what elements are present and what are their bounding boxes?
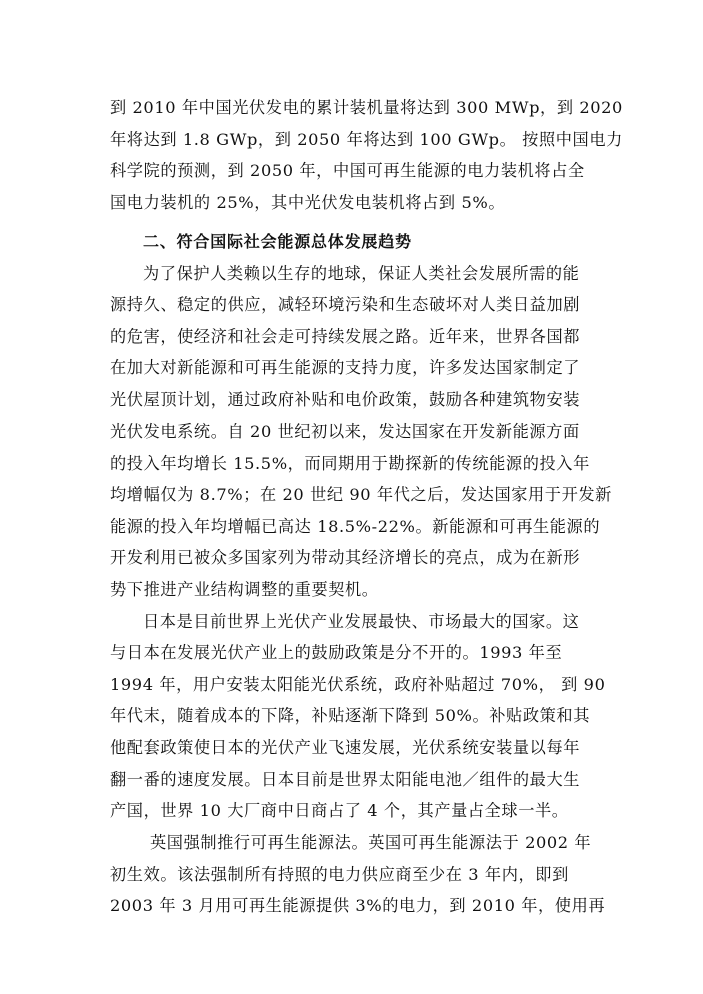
paragraph-line: 与日本在发展光伏产业上的鼓励政策是分不开的。1993 年至 <box>110 643 563 662</box>
paragraph-line: 日本是目前世界上光伏产业发展最快、市场最大的国家。这 <box>143 612 580 631</box>
paragraph-line: 国电力装机的 25%，其中光伏发电装机将占到 5%。 <box>110 193 506 212</box>
paragraph-line: 英国强制推行可再生能源法。英国可再生能源法于 2002 年 <box>150 833 592 852</box>
paragraph-line: 均增幅仅为 8.7%；在 20 世纪 90 年代之后，发达国家用于开发新 <box>110 485 612 504</box>
paragraph-line: 的投入年均增长 15.5%，而同期用于勘探新的传统能源的投入年 <box>110 454 590 473</box>
paragraph-line: 势下推进产业结构调整的重要契机。 <box>110 580 379 599</box>
paragraph-line: 2003 年 3 月用可再生能源提供 3%的电力，到 2010 年，使用再 <box>110 896 606 915</box>
paragraph-line: 光伏发电系统。自 20 世纪初以来，发达国家在开发新能源方面 <box>110 422 580 441</box>
paragraph-line: 初生效。该法强制所有持照的电力供应商至少在 3 年内，即到 <box>110 865 569 884</box>
paragraph-line: 到 2010 年中国光伏发电的累计装机量将达到 300 MWp，到 2020 <box>110 98 623 117</box>
paragraph-line: 的危害，使经济和社会走可持续发展之路。近年来，世界各国都 <box>110 327 581 346</box>
paragraph-line: 年代末，随着成本的下降，补贴逐渐下降到 50%。补贴政策和其 <box>110 706 590 725</box>
paragraph-line: 光伏屋顶计划，通过政府补贴和电价政策，鼓励各种建筑物安装 <box>110 390 581 409</box>
paragraph-line: 能源的投入年均增幅已高达 18.5%-22%。新能源和可再生能源的 <box>110 517 601 536</box>
paragraph-line: 他配套政策使日本的光伏产业飞速发展，光伏系统安装量以每年 <box>110 738 581 757</box>
paragraph-line: 为了保护人类赖以生存的地球，保证人类社会发展所需的能 <box>143 264 580 283</box>
section-heading: 二、符合国际社会能源总体发展趋势 <box>143 232 412 251</box>
paragraph-line: 1994 年，用户安装太阳能光伏系统，政府补贴超过 70%， 到 90 <box>110 675 606 694</box>
paragraph-line: 产国，世界 10 大厂商中日商占了 4 个，其产量占全球一半。 <box>110 801 569 820</box>
paragraph-line: 年将达到 1.8 GWp，到 2050 年将达到 100 GWp。 按照中国电力 <box>110 130 623 149</box>
paragraph-line: 科学院的预测，到 2050 年，中国可再生能源的电力装机将占全 <box>110 161 585 180</box>
paragraph-line: 源持久、稳定的供应，减轻环境污染和生态破坏对人类日益加剧 <box>110 295 581 314</box>
paragraph-line: 开发利用已被众多国家列为带动其经济增长的亮点，成为在新形 <box>110 548 581 567</box>
paragraph-line: 翻一番的速度发展。日本目前是世界太阳能电池／组件的最大生 <box>110 770 581 789</box>
paragraph-line: 在加大对新能源和可再生能源的支持力度，许多发达国家制定了 <box>110 358 581 377</box>
